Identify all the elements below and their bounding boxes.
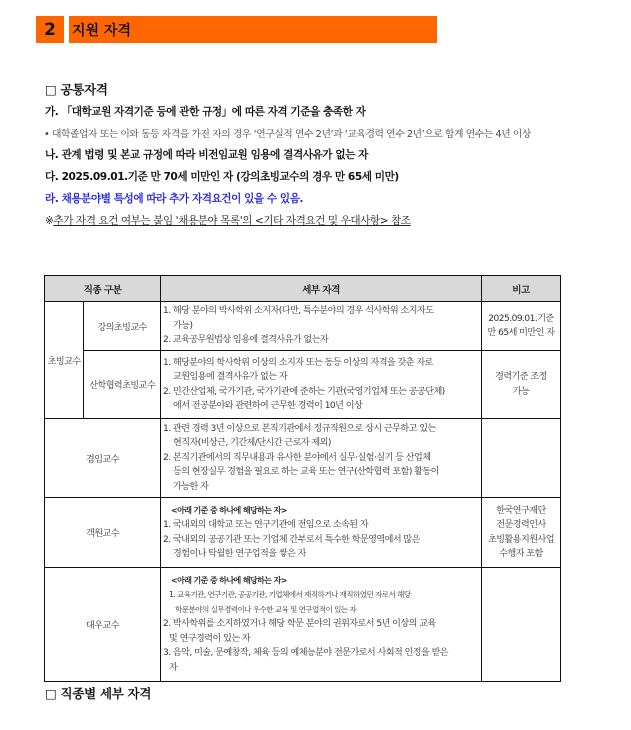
- remark-line: 2025.09.01.기준: [488, 313, 554, 324]
- row-type: 객원교수: [45, 498, 161, 568]
- criteria-label: <아래 기준 중 하나에 해당하는 자>: [171, 575, 287, 585]
- detail-line: 학문분야의 실무경력이나 우수한 교육 및 연구업적이 있는 자: [175, 604, 357, 614]
- detail-line: 2. 박사학위를 소지하였거나 해당 학문 분야의 권위자로서 5년 이상의 교육: [163, 619, 436, 630]
- detail-line: 현직자(비상근, 기간제/단시간 근로자 제외): [173, 438, 331, 449]
- qualification-da: 다. 2025.09.01.기준 만 70세 미만인 자 (강의초빙교수의 경우 만 65세 미만): [45, 171, 399, 183]
- table-row: [45, 351, 561, 419]
- common-heading-block: [45, 80, 108, 98]
- table-row: [45, 419, 561, 498]
- row-details: [161, 351, 482, 419]
- detail-line: 1. 교육기관, 연구기관, 공공기관, 기업체에서 재직하거나 재직하였던 자로서 해당: [169, 590, 411, 600]
- detail-line: 및 연구경력이 있는 자: [169, 633, 251, 644]
- section-title: 지원 자격: [69, 16, 437, 43]
- row-remarks: [482, 302, 561, 351]
- table-header-row: [45, 276, 561, 302]
- common-item-na: [45, 147, 368, 162]
- detail-line: 경험이나 탁월한 연구업적을 쌓은 자: [173, 549, 306, 559]
- common-item-ra: [45, 191, 303, 206]
- detail-line: 2. 교육공무원법상 임용에 결격사유가 없는자: [163, 335, 329, 345]
- detail-qualifications-heading: □ 직종별 세부 자격: [45, 686, 152, 701]
- remark-line: 경력기준 조정: [495, 372, 547, 382]
- row-details: [161, 302, 482, 351]
- reference-note-text[interactable]: [45, 213, 411, 228]
- common-item-da: [45, 169, 399, 184]
- common-item-bullet: [44, 126, 531, 140]
- row-type: 산학협력초빙교수: [84, 351, 161, 419]
- detail-line: 가능한 자: [173, 481, 209, 492]
- row-type: 강의초빙교수: [84, 302, 161, 351]
- qualification-ga: 가. 「대학교원 자격기준 등에 관한 규정」에 따른 자격 기준을 충족한 자: [45, 106, 366, 118]
- detail-line: 2. 국내외의 공공기관 또는 기업체 간부로서 특수한 학문영역에서 많은: [163, 534, 420, 545]
- qualification-bullet: • 대학졸업자 또는 이와 동등 자격을 가진 자의 경우 ‘연구실적 연수 2년’과 ‘교육경력 연수 2년’으로 합계 연수는 4년 이상: [44, 129, 531, 140]
- qualification-ra: 라. 채용분야별 특성에 따라 추가 자격요건이 있을 수 있음.: [45, 193, 304, 205]
- remark-line: 전문경력인사: [496, 520, 546, 530]
- header-remarks: 비고: [482, 276, 561, 302]
- qualification-na: 나. 관계 법령 및 본교 규정에 따라 비전임교원 임용에 결격사유가 없는 자: [45, 149, 368, 161]
- row-remarks: [482, 498, 561, 568]
- detail-line: 에서 전공분야와 관련하여 근무한 경력이 10년 이상: [173, 401, 363, 411]
- detail-heading-block: [45, 684, 151, 702]
- criteria-label: <아래 기준 중 하나에 해당하는 자>: [171, 505, 287, 515]
- detail-line: 1. 해당 분야의 박사학위 소지자(다만, 특수분야의 경우 석사학위 소지자도: [163, 306, 434, 316]
- detail-line: 3. 음악, 미술, 문예창작, 체육 등의 예체능분야 전문가로서 사회적 인정을 받은: [163, 648, 449, 659]
- detail-line: 등의 현장실무 경험을 필요로 하는 교육 또는 연구(산학협력 포함) 활동이: [173, 467, 439, 478]
- detail-line: 교원임용에 결격사유가 없는 자: [173, 372, 288, 382]
- remark-line: 만 65세 미만인 자: [487, 328, 555, 338]
- note-mark: ※: [45, 215, 54, 227]
- detail-line: 자: [169, 662, 178, 673]
- row-details: [161, 419, 482, 498]
- remark-line: 가능: [512, 386, 530, 397]
- row-type: 겸임교수: [45, 419, 161, 498]
- row-remarks: [482, 351, 561, 419]
- detail-line: 가능): [173, 320, 193, 331]
- row-details: [161, 498, 482, 568]
- row-details: [161, 568, 482, 682]
- table-row: [45, 302, 561, 351]
- row-remarks: [482, 419, 561, 498]
- detail-line: 2. 민간산업체, 국가기관, 국가기관에 준하는 기관(국영기업체 또는 공공단체): [163, 386, 445, 397]
- detail-line: 1. 국내외의 대학교 또는 연구기관에 전임으로 소속된 자: [163, 520, 369, 530]
- common-qualifications-heading: □ 공통자격: [45, 82, 108, 97]
- remark-line: 수행자 포함: [499, 549, 543, 559]
- table-row: [45, 568, 561, 682]
- reference-note: [45, 213, 411, 228]
- row-type: 대우교수: [45, 568, 161, 682]
- section-number: 2: [36, 16, 64, 43]
- remark-line: 한국연구재단: [496, 505, 546, 516]
- section-header: [36, 16, 437, 43]
- group-label: 초빙교수: [45, 302, 84, 419]
- remark-line: 초빙활용지원사업: [488, 534, 554, 545]
- detail-line: 1. 해당분야의 학사학위 이상의 소지자 또는 동등 이상의 자격을 갖춘 자로: [163, 357, 433, 368]
- header-category: 직종 구분: [45, 276, 161, 302]
- common-item-ga: [45, 104, 365, 119]
- header-details: 세부 자격: [161, 276, 482, 302]
- row-remarks: [482, 568, 561, 682]
- detail-line: 1. 관련 경력 3년 이상으로 본직기관에서 정규직원으로 상시 근무하고 있는: [163, 423, 436, 434]
- note-link[interactable]: 추가 자격 요건 여부는 붙임 '채용분야 목록'의 <기타 자격요건 및 우대사항> 참조: [53, 215, 411, 227]
- qualification-table: [44, 275, 561, 682]
- detail-line: 2. 본직기관에서의 직무내용과 유사한 분야에서 실무·실험·실기 등 산업체: [163, 452, 431, 463]
- table-row: [45, 498, 561, 568]
